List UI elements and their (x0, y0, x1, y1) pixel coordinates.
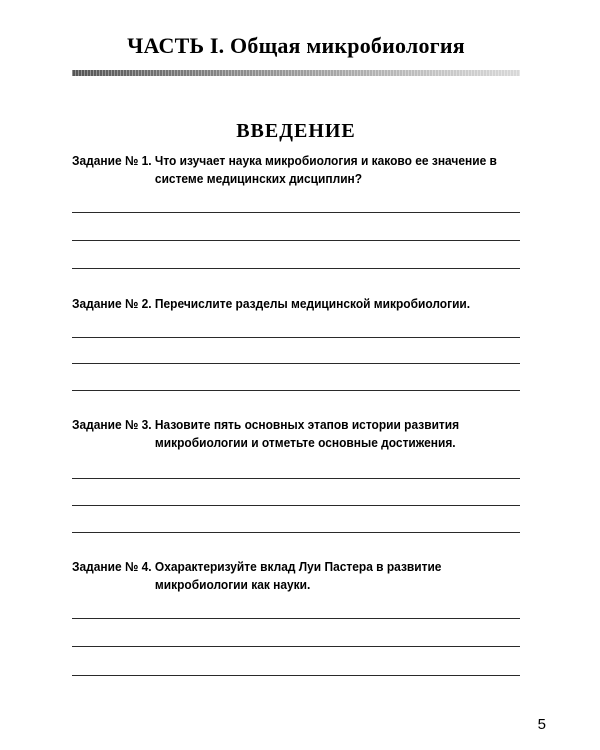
task-1-answer-line-1[interactable] (72, 212, 520, 213)
task-4-answer-line-1[interactable] (72, 618, 520, 619)
task-2-answer-line-1[interactable] (72, 337, 520, 338)
task-1-prompt (72, 152, 520, 188)
task-3-question: Назовите пять основных этапов истории развития микробиологии и отметьте основные достижения. (154, 417, 460, 450)
task-1-answer-line-2[interactable] (72, 240, 520, 241)
task-2-label: Задание № 2. (72, 296, 152, 311)
task-3-prompt (72, 416, 520, 452)
task-1 (72, 152, 520, 277)
task-4-prompt (72, 558, 520, 594)
part-title: ЧАСТЬ I. Общая микробиология (127, 33, 465, 58)
task-4-answer-line-3[interactable] (72, 675, 520, 676)
task-2 (72, 295, 520, 395)
task-2-answer-line-3[interactable] (72, 390, 520, 391)
page-number: 5 (537, 716, 546, 733)
task-1-label: Задание № 1. (72, 153, 152, 168)
task-3-label: Задание № 3. (72, 417, 152, 432)
task-2-prompt (72, 295, 520, 313)
task-4-question: Охарактеризуйте вклад Луи Пастера в развитие микробиологии как науки. (154, 559, 442, 592)
task-4 (72, 558, 520, 683)
task-4-label: Задание № 4. (72, 559, 152, 574)
task-1-question: Что изучает наука микробиология и каково ее значение в системе медицинских дисциплин? (154, 153, 497, 186)
task-3-answer-line-3[interactable] (72, 532, 520, 533)
task-1-answer-line-3[interactable] (72, 268, 520, 269)
task-3-answer-line-2[interactable] (72, 505, 520, 506)
task-4-answer-line-2[interactable] (72, 646, 520, 647)
task-3-answer-line-1[interactable] (72, 478, 520, 479)
task-2-answer-line-2[interactable] (72, 363, 520, 364)
section-title: ВВЕДЕНИЕ (236, 120, 356, 142)
header-divider (72, 70, 520, 76)
task-2-question: Перечислите разделы медицинской микробиологии. (154, 296, 471, 311)
task-3 (72, 416, 520, 536)
